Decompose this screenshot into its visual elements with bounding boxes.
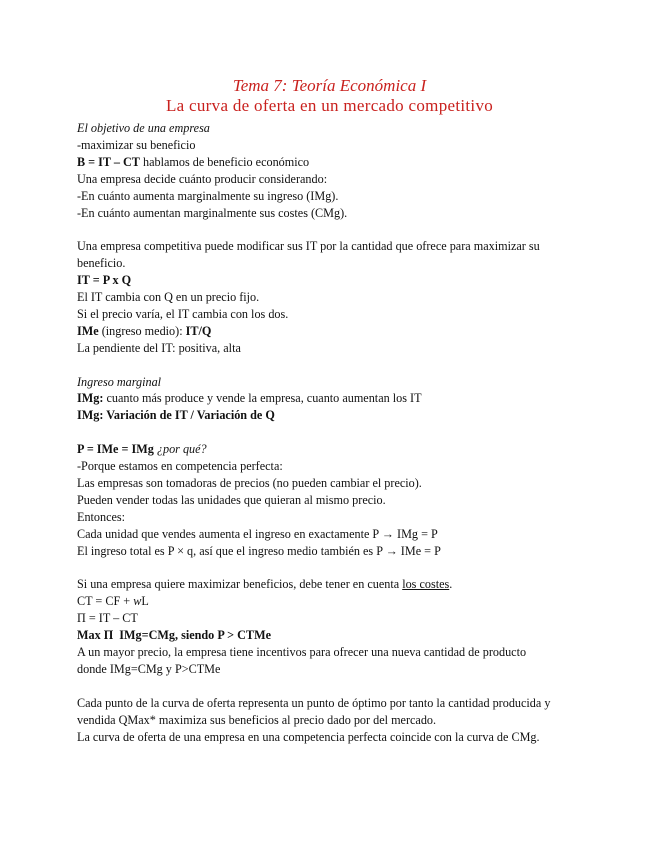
text-line: donde IMg=CMg y P>CTMe [77, 661, 221, 676]
text-line: beneficio. [77, 256, 126, 271]
text-line [77, 390, 582, 407]
text-span: (ingreso medio): [98, 323, 186, 338]
formula-costes [77, 593, 582, 610]
formula-pi: Π = IT – CT [77, 611, 138, 626]
formula-max: Max Π IMg=CMg, siendo P > CTMe [77, 628, 271, 643]
document-page [77, 76, 582, 745]
text-span: . [449, 577, 453, 592]
text-line: Cada unidad que vendes aumenta el ingreso en exactamente P → IMg = P [77, 526, 438, 541]
text-line: -En cuánto aumentan marginalmente sus costes (CMg). [77, 205, 348, 220]
spacer [77, 560, 582, 577]
italic-var: w [133, 594, 142, 609]
text-line: La curva de oferta de una empresa en una competencia perfecta coincide con la curva de CMg. [77, 729, 540, 744]
underlined-term: los costes [402, 577, 450, 592]
text-line: El IT cambia con Q en un precio fijo. [77, 290, 260, 305]
text-line: -maximizar su beneficio [77, 137, 196, 152]
document-title: Tema 7: Teoría Económica I [232, 76, 427, 95]
document-subtitle: La curva de oferta en un mercado competitivo [165, 96, 494, 115]
text-line: Cada punto de la curva de oferta representa un punto de óptimo por tanto la cantidad producida y [77, 695, 551, 710]
text-span: CT = CF + [77, 594, 134, 609]
text-line [77, 323, 582, 340]
text-line: Si el precio varía, el IT cambia con los dos. [77, 306, 289, 321]
section-heading-ingreso-marginal: Ingreso marginal [77, 374, 162, 389]
text-line: La pendiente del IT: positiva, alta [77, 340, 241, 355]
text-line: vendida QMax* maximiza sus beneficios al precio dado por del mercado. [77, 712, 437, 727]
text-span: L [141, 594, 149, 609]
spacer [77, 221, 582, 238]
text-line [77, 576, 582, 593]
text-span: hablamos de beneficio económico [139, 154, 310, 169]
text-line: -En cuánto aumenta marginalmente su ingreso (IMg). [77, 188, 339, 203]
text-line [77, 154, 582, 171]
text-line: El ingreso total es P × q, así que el ingreso medio también es P → IMe = P [77, 543, 441, 558]
text-span: cuanto más produce y vende la empresa, cuanto aumentan los IT [103, 391, 422, 406]
text-line: Entonces: [77, 509, 126, 524]
text-span: Si una empresa quiere maximizar beneficios, debe tener en cuenta [77, 577, 403, 592]
text-line: A un mayor precio, la empresa tiene incentivos para ofrecer una nueva cantidad de producto [77, 645, 527, 660]
spacer [77, 678, 582, 695]
spacer [77, 357, 582, 374]
section-heading-objetivo: El objetivo de una empresa [77, 121, 210, 135]
term-ime: IMe [77, 323, 99, 338]
text-line: Una empresa decide cuánto producir considerando: [77, 171, 328, 186]
question-span: ¿por qué? [156, 442, 207, 457]
formula-ime: IT/Q [185, 323, 212, 338]
spacer [77, 424, 582, 441]
term-img: IMg: [77, 391, 104, 406]
formula-beneficio: B = IT – CT [77, 154, 140, 169]
text-line [77, 441, 582, 458]
text-line: Una empresa competitiva puede modificar sus IT por la cantidad que ofrece para maximizar su [77, 239, 540, 254]
text-line: Las empresas son tomadoras de precios (no pueden cambiar el precio). [77, 475, 422, 490]
text-line: Pueden vender todas las unidades que quieran al mismo precio. [77, 492, 386, 507]
formula-img: IMg: Variación de IT / Variación de Q [77, 408, 275, 423]
formula-p-ime-img: P = IMe = IMg [77, 442, 157, 457]
formula-ingreso-total: IT = P x Q [77, 273, 132, 288]
text-line: -Porque estamos en competencia perfecta: [77, 459, 283, 474]
